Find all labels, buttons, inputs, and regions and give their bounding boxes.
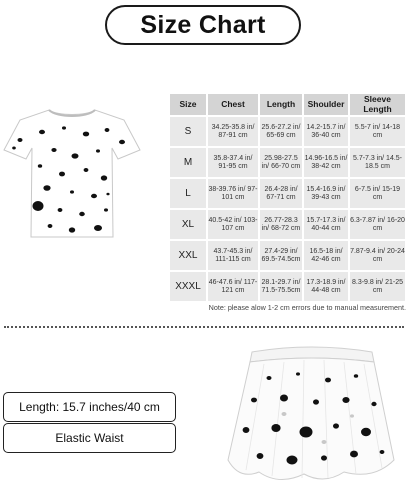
sleeve-cell: 7.87-9.4 in/ 20-24 cm xyxy=(350,241,405,270)
sleeve-cell: 5.7-7.3 in/ 14.5-18.5 cm xyxy=(350,148,405,177)
table-header-row xyxy=(170,94,405,115)
length-cell: 25.6-27.2 in/ 65-69 cm xyxy=(260,117,302,146)
header-sleeve-length: Sleeve Length xyxy=(350,94,405,115)
sleeve-cell: 6.3-7.87 in/ 16-20 cm xyxy=(350,210,405,239)
skirt-length-label: Length: 15.7 inches/40 cm xyxy=(3,392,176,422)
size-cell: M xyxy=(170,148,206,177)
shoulder-cell: 14.96-16.5 in/ 38-42 cm xyxy=(304,148,348,177)
elastic-waist-label: Elastic Waist xyxy=(3,423,176,453)
section-divider xyxy=(4,326,404,328)
shoulder-cell: 14.2-15.7 in/ 36-40 cm xyxy=(304,117,348,146)
header-length: Length xyxy=(260,94,302,115)
chest-cell: 38-39.76 in/ 97-101 cm xyxy=(208,179,258,208)
length-cell: 28.1-29.7 in/ 71.5-75.5cm xyxy=(260,272,302,301)
chest-cell: 34.25-35.8 in/ 87-91 cm xyxy=(208,117,258,146)
size-cell: XL xyxy=(170,210,206,239)
size-cell: XXXL xyxy=(170,272,206,301)
length-cell: 26.4-28 in/ 67-71 cm xyxy=(260,179,302,208)
chest-cell: 46-47.6 in/ 117-121 cm xyxy=(208,272,258,301)
header-chest: Chest xyxy=(208,94,258,115)
measurement-note: Note: please alow 1-2 cm errors due to manual measurement. xyxy=(208,303,406,312)
table-row xyxy=(170,210,405,239)
header-size: Size xyxy=(170,94,206,115)
size-cell: L xyxy=(170,179,206,208)
sleeve-cell: 5.5-7 in/ 14-18 cm xyxy=(350,117,405,146)
size-cell: XXL xyxy=(170,241,206,270)
table-row xyxy=(170,148,405,177)
shoulder-cell: 17.3-18.9 in/ 44-48 cm xyxy=(304,272,348,301)
shoulder-cell: 15.4-16.9 in/ 39-43 cm xyxy=(304,179,348,208)
tutu-skirt-image xyxy=(224,340,399,488)
size-cell: S xyxy=(170,117,206,146)
table-row xyxy=(170,179,405,208)
table-row xyxy=(170,241,405,270)
chest-cell: 40.5-42 in/ 103-107 cm xyxy=(208,210,258,239)
chest-cell: 43.7-45.3 in/ 111-115 cm xyxy=(208,241,258,270)
length-cell: 25.98-27.5 in/ 66-70 cm xyxy=(260,148,302,177)
table-row xyxy=(170,117,405,146)
shoulder-cell: 15.7-17.3 in/ 40-44 cm xyxy=(304,210,348,239)
size-table xyxy=(168,92,407,303)
size-chart-title: Size Chart xyxy=(105,5,301,45)
sleeve-cell: 8.3-9.8 in/ 21-25 cm xyxy=(350,272,405,301)
shoulder-cell: 16.5-18 in/ 42-46 cm xyxy=(304,241,348,270)
chest-cell: 35.8-37.4 in/ 91-95 cm xyxy=(208,148,258,177)
sleeve-cell: 6-7.5 in/ 15-19 cm xyxy=(350,179,405,208)
length-cell: 27.4-29 in/ 69.5-74.5cm xyxy=(260,241,302,270)
length-cell: 26.77-28.3 in/ 68-72 cm xyxy=(260,210,302,239)
table-row xyxy=(170,272,405,301)
tshirt-image xyxy=(2,104,142,242)
header-shoulder: Shoulder xyxy=(304,94,348,115)
